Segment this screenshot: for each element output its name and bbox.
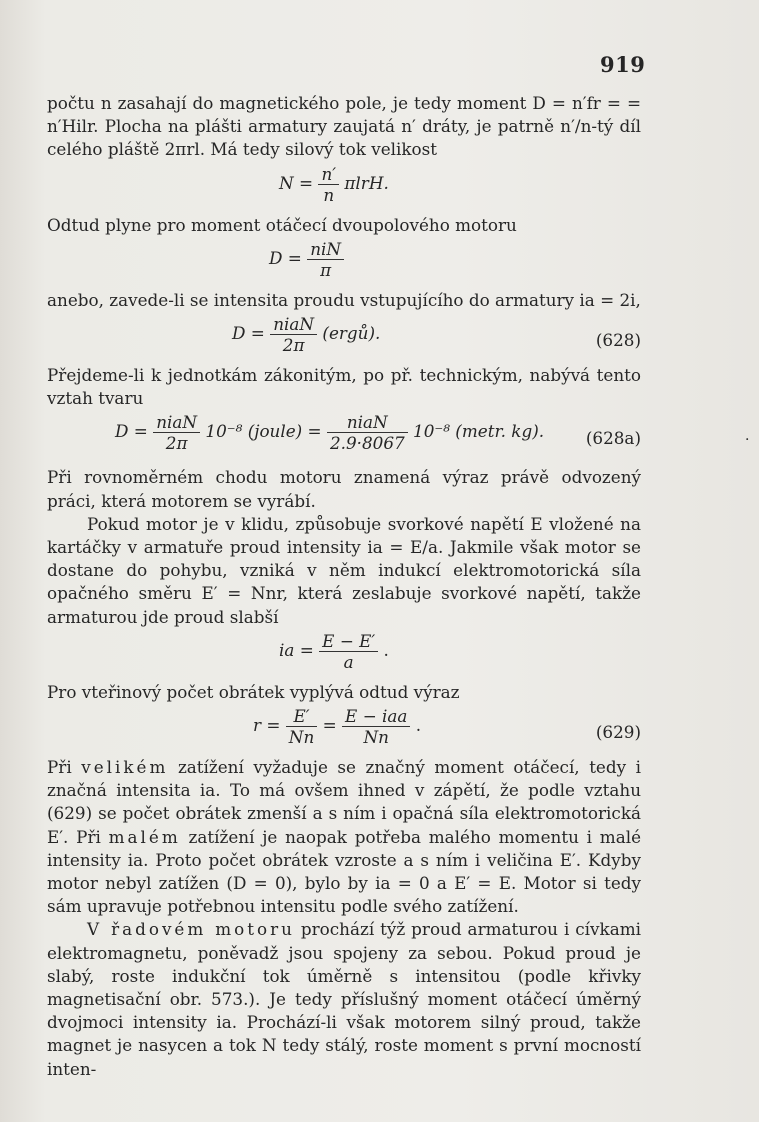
- paragraph: Přejdeme-li k jednotkám zákonitým, po př. technickým, nabývá tento vztah tvaru: [47, 365, 641, 409]
- equation-number: (628): [595, 330, 641, 351]
- paragraph: V řadovém motoru prochází týž proud armaturou i cívkami elektromagnetu, poněvadž jsou spojeny za sebou. Pokud proud je slabý, roste indukční tok úměrně s intensitou (podle křivky magnetisační obr. 573.). Je tedy příslušný moment otáčecí úměrný dvojmoci intensity ia. Prochází-li však motorem silný proud, takže magnet je nasycen a tok N tedy stálý, roste moment s první mocností inten-: [47, 919, 641, 1079]
- paragraph: Při rovnoměrném chodu motoru znamená výraz právě odvozený práci, která motorem se vyrábí.: [47, 467, 641, 511]
- margin-dot: ·: [745, 432, 750, 448]
- eq-fraction: $\frac{\text{niaN}}{2\pi}$: [270, 314, 317, 355]
- eq-lhs: N =: [279, 172, 314, 193]
- paragraph: počtu n zasahají do magnetického pole, je tedy moment D = n′fr = = n′Hilr. Plocha na plášti armatury zaujatá n′ dráty, je patrně n′/n-tý díl celého pláště 2πrl. Má tedy silový tok velikost: [47, 93, 641, 160]
- equation-628: D = $\frac{\text{niaN}}{2\pi}$ (ergů). (628): [232, 314, 641, 356]
- equation-number: (628a): [585, 428, 641, 449]
- eq-fraction: $\frac{\text{niaN}}{2\pi}$: [153, 412, 200, 453]
- paragraph: Odtud plyne pro moment otáčecí dvoupolového motoru: [47, 214, 517, 235]
- paragraph: Při velikém zatížení vyžaduje se značný moment otáčecí, tedy i značná intensita ia. To má ovšem ihned v zápětí, že podle vztahu (629) se počet obrátek zmenší a s ním i opačná síla elektromotorická E′. Při malém zatížení je naopak potřeba malého momentu i malé intensity ia. Proto počet obrátek vzroste a s ním i veličina E′. Kdyby motor nebyl zatížen (D = 0), bylo by ia = 0 a E′ = E. Motor si tedy sám upravuje potřebnou intensitu podle svého zatížení.: [47, 757, 642, 917]
- paragraph: Pro vteřinový počet obrátek vyplývá odtud výraz: [47, 681, 460, 702]
- equation-number: (629): [595, 722, 641, 743]
- eq-rhs: πlrH.: [344, 172, 389, 193]
- equation-moment: [47, 239, 641, 287]
- paragraph: Pokud motor je v klidu, způsobuje svorkové napětí E vložené na kartáčky v armatuře proud intensity ia = E/a. Jakmile však motor se dostane do pohybu, vzniká v něm indukcí elektromotorická síla opačného směru E′ = Nnr, která zeslabuje svorkové napětí, takže armaturou jde proud slabší: [47, 513, 641, 627]
- eq-fraction: $\frac{\text{E − iaa}}{Nn}$: [342, 706, 410, 747]
- page-number: 919: [600, 52, 646, 77]
- eq-fraction: $\frac{\text{niaN}}{2.9\cdot 8067}$: [327, 412, 408, 453]
- eq-fraction: $\frac{n'}{n}$: [318, 164, 339, 205]
- paragraph: anebo, zavede-li se intensita proudu vstupujícího do armatury ia = 2i,: [47, 289, 641, 310]
- equation-629: r = $\frac{E'}{Nn}$ = $\frac{\text{E − iaa}}{Nn}$ . (629): [253, 706, 641, 748]
- equation-current: ia = $\frac{E - E'}{a}$ .: [279, 630, 389, 672]
- spaced-emphasis: malém: [108, 826, 181, 847]
- eq-fraction: $\frac{E'}{Nn}$: [286, 706, 318, 747]
- eq-fraction: $\frac{\text{niN}}{\pi}$: [307, 239, 344, 280]
- eq-fraction: $\frac{E - E'}{a}$: [319, 631, 378, 672]
- spaced-emphasis: V řadovém motoru: [87, 919, 295, 940]
- spaced-emphasis: velikém: [81, 757, 169, 778]
- body-text: [47, 92, 641, 1081]
- equation-628a: D = $\frac{\text{niaN}}{2\pi}$ 10⁻⁸ (joule) = $\frac{\text{niaN}}{2.9\cdot 8067}$ 10⁻⁸ (metr. kg). (628a): [115, 412, 641, 454]
- eq-lhs: D =: [269, 247, 302, 268]
- equation-flux: [47, 164, 641, 212]
